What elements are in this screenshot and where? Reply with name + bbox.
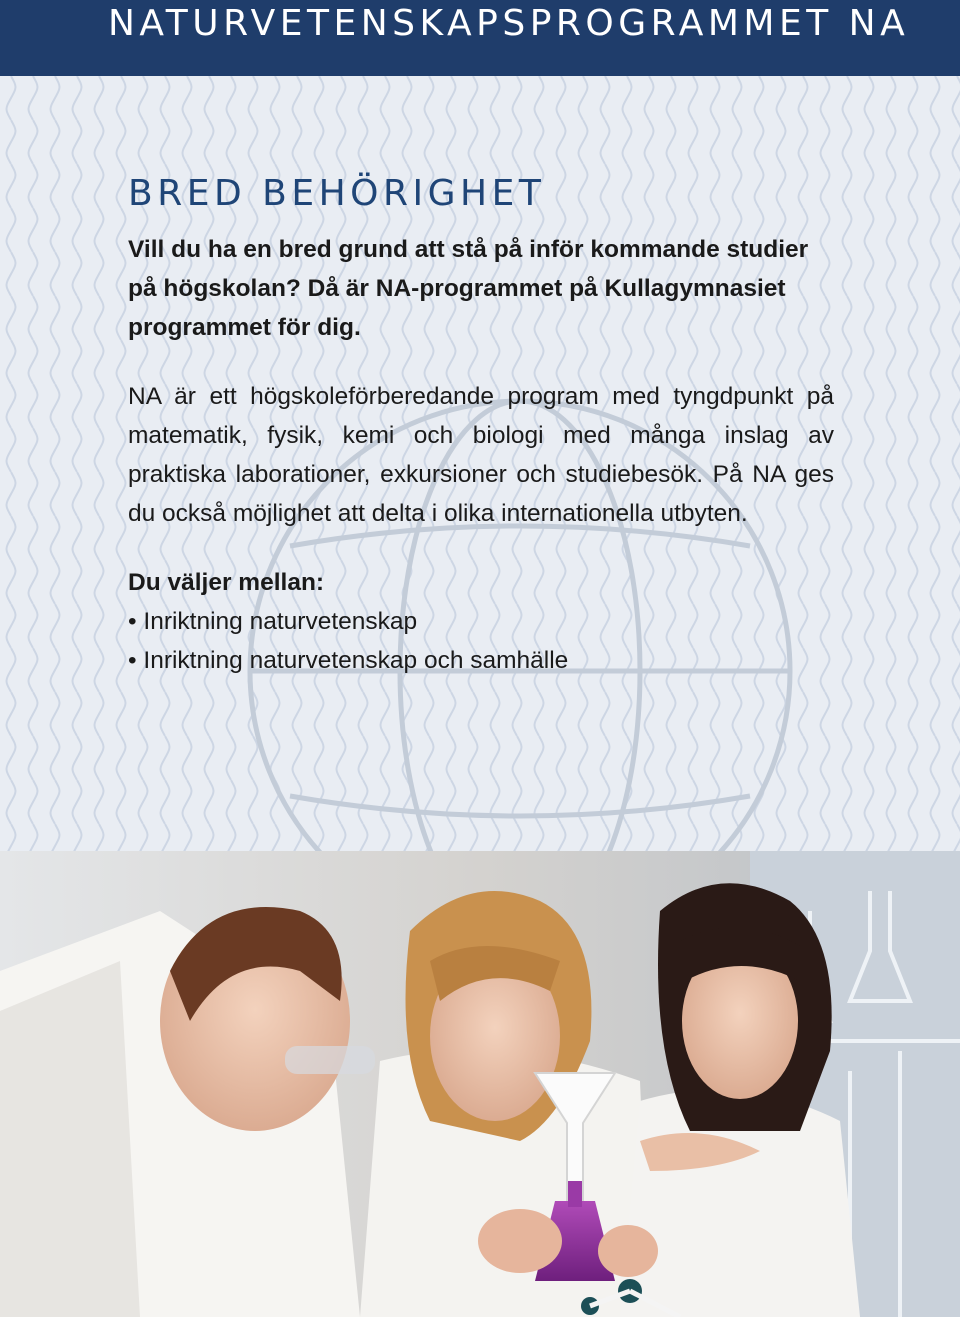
header-bar bbox=[0, 0, 960, 76]
section-title: BRED BEHÖRIGHET bbox=[128, 173, 546, 214]
body-paragraph: NA är ett högskoleförberedande program med tyngdpunkt på matematik, fysik, kemi och biologi med många inslag av praktiska laborationer, exkursioner och studiebesök. På NA ges du också möjlighet att delta i olika internationella utbyten. bbox=[128, 383, 834, 527]
main-content bbox=[128, 172, 834, 680]
options-list bbox=[128, 602, 834, 680]
choice-heading: Du väljer mellan: bbox=[128, 569, 325, 596]
option-item: • Inriktning naturvetenskap bbox=[128, 602, 834, 641]
program-title: NATURVETENSKAPSPROGRAMMET NA bbox=[108, 3, 910, 44]
option-item: • Inriktning naturvetenskap och samhälle bbox=[128, 641, 834, 680]
lead-paragraph: Vill du ha en bred grund att stå på inför kommande studier på högskolan? Då är NA-programmet på Kullagymnasiet programmet för dig. bbox=[128, 236, 809, 341]
lab-photo bbox=[0, 851, 960, 1317]
